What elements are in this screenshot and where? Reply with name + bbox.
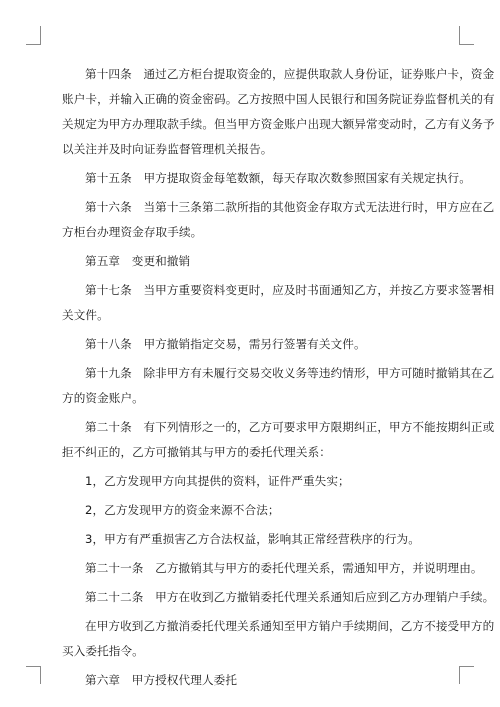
crop-mark-bottom-right-horizontal: [459, 666, 474, 667]
text-line: 第十六条 当第十三条第二款所指的其他资金存取方式无法进行时，甲方应在乙: [85, 200, 495, 214]
text-line: 2，乙方发现甲方的资金来源不合法；: [85, 503, 280, 517]
text-line: 方柜台办理资金存取手续。: [62, 225, 203, 239]
crop-mark-top-right-vertical: [459, 26, 460, 44]
text-line: 第六章 甲方授权代理人委托: [85, 673, 238, 687]
text-line: 第十九条 除非甲方有未履行交易交收义务等违约情形，甲方可随时撤销其在乙: [85, 366, 495, 380]
text-line: 第五章 变更和撤销: [85, 254, 191, 268]
text-line: 1，乙方发现甲方向其提供的资料，证件严重失实；: [85, 474, 350, 488]
crop-mark-bottom-right-vertical: [459, 666, 460, 684]
crop-mark-bottom-left-horizontal: [26, 666, 41, 667]
text-line: 第十四条 通过乙方柜台提取资金的，应提供取款人身份证，证券账户卡，资金: [85, 67, 495, 81]
text-line: 第十五条 甲方提取资金每笔数额，每天存取次数参照国家有关规定执行。: [85, 171, 471, 185]
text-line: 方的资金账户。: [62, 391, 144, 405]
text-line: 第十八条 甲方撤销指定交易，需另行签署有关文件。: [85, 337, 366, 351]
text-line: 第二十一条 乙方撤销其与甲方的委托代理关系，需通知甲方，并说明理由。: [85, 561, 483, 575]
text-line: 第二十条 有下列情形之一的，乙方可要求甲方限期纠正，甲方不能按期纠正或: [85, 420, 495, 434]
text-line: 买入委托指令。: [62, 644, 144, 658]
crop-mark-top-right-horizontal: [459, 44, 474, 45]
text-line: 第十七条 当甲方重要资料变更时，应及时书面通知乙方，并按乙方要求签署相: [85, 283, 495, 297]
crop-mark-bottom-left-vertical: [40, 666, 41, 684]
text-line: 在甲方收到乙方撤消委托代理关系通知至甲方销户手续期间，乙方不接受甲方的: [85, 619, 495, 633]
text-line: 关规定为甲方办理取款手续。但当甲方资金账户出现大额异常变动时，乙方有义务予: [62, 117, 495, 131]
crop-mark-top-left-horizontal: [26, 44, 41, 45]
text-line: 3，甲方有严重损害乙方合法权益，影响其正常经营秩序的行为。: [85, 532, 420, 546]
text-line: 关文件。: [62, 308, 109, 322]
text-line: 以关注并及时向证券监督管理机关报告。: [62, 142, 273, 156]
crop-mark-top-left-vertical: [40, 26, 41, 44]
text-line: 第二十二条 甲方在收到乙方撤销委托代理关系通知后应到乙方办理销户手续。: [85, 590, 495, 604]
document-body: [62, 67, 495, 698]
text-line: 拒不纠正的，乙方可撤销其与甲方的委托代理关系：: [62, 445, 331, 459]
text-line: 账户卡，并输入正确的资金密码。乙方按照中国人民银行和国务院证券监督机关的有: [62, 92, 495, 106]
